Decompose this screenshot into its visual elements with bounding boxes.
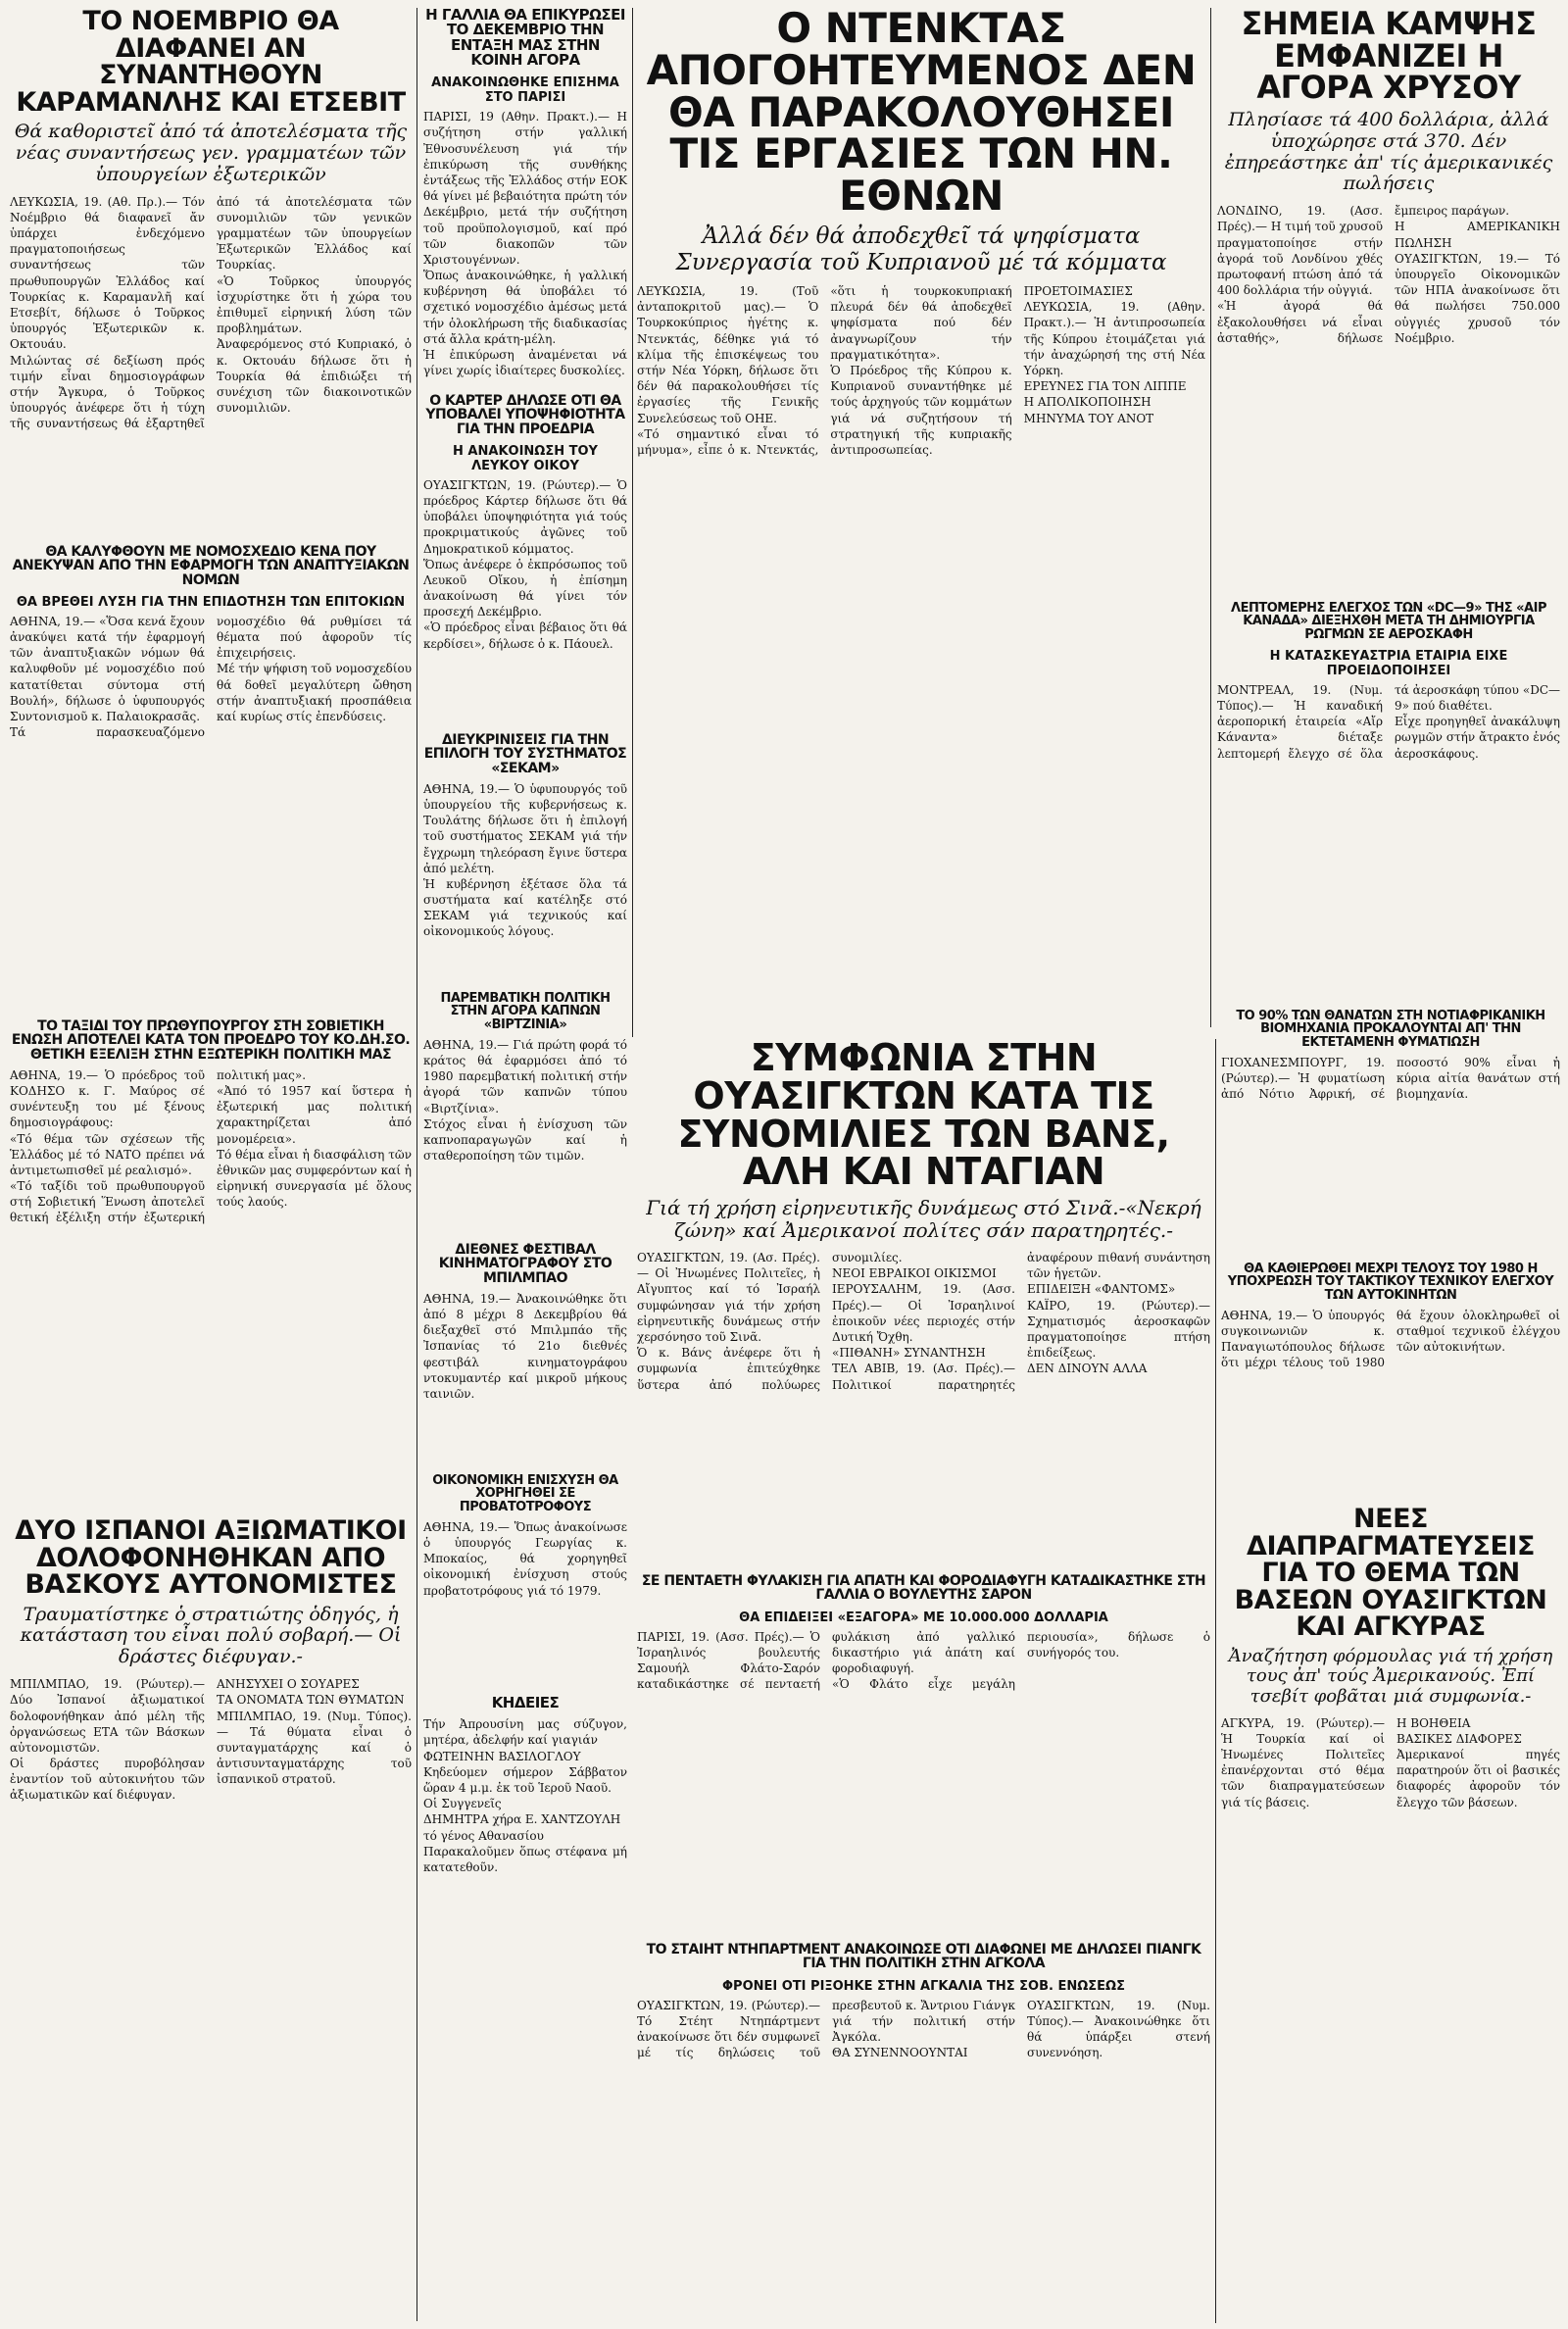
article-body: ΜΠΙΛΜΠΑΟ, 19. (Ρώυτερ).— Δύο Ἰσπανοί ἀξιωματικοί δολοφονήθηκαν ἀπό μέλη τῆς ὀργανώσεως ΕΤΑ τῶν Βάσκων αὐτονομιστῶν. Οἱ δράστες πυροβόλησαν ἐναντίον τοῦ αὐτοκινήτου τῶν ἀξιωματικῶν καί διέφυγαν. ΑΝΗΣΥΧΕΙ Ο ΣΟΥΑΡΕΣ ΤΑ ΟΝΟΜΑΤΑ ΤΩΝ ΘΥΜΑΤΩΝ ΜΠΙΛΜΠΑΟ, 19. (Νυμ. Τύπος).— Τά θύματα εἶναι ὁ συνταγματάρχης καί ὁ ἀντισυνταγματάρχης τοῦ ἰσπανικοῦ στρατοῦ. bbox=[10, 1677, 412, 1803]
article-headline: ΔΙΕΘΝΕΣ ΦΕΣΤΙΒΑΛ ΚΙΝΗΜΑΤΟΓΡΑΦΟΥ ΣΤΟ ΜΠΙΛΜΠΑΟ bbox=[438, 1242, 612, 1286]
article-subheadline: Η ΚΑΤΑΣΚΕΥΑΣΤΡΙΑ ΕΤΑΙΡΙΑ ΕΙΧΕ ΠΡΟΕΙΔΟΠΟΙΗΣΕΙ bbox=[1269, 648, 1508, 678]
article-headline: ΘΑ ΚΑΘΙΕΡΩΘΕΙ ΜΕΧΡΙ ΤΕΛΟΥΣ ΤΟΥ 1980 Η ΥΠΟΧΡΕΩΣΗ ΤΟΥ ΤΑΚΤΙΚΟΥ ΤΕΧΝΙΚΟΥ ΕΛΕΓΧΟΥ ΤΩΝ ΑΥΤΟΚΙΝΗΤΩΝ bbox=[1227, 1262, 1554, 1303]
article-subheadline: Πλησίασε τά 400 δολλάρια, ἀλλά ὑποχώρησε στά 370. Δέν ἐπηρεάστηκε ἀπ' τίς ἀμερικανικές πωλήσεις bbox=[1224, 108, 1553, 195]
article-headline: ΤΟ 90% ΤΩΝ ΘΑΝΑΤΩΝ ΣΤΗ ΝΟΤΙΑΦΡΙΚΑΝΙΚΗ ΒΙΟΜΗΧΑΝΙΑ ΠΡΟΚΑΛΟΥΝΤΑΙ ΑΠ' ΤΗΝ ΕΚΤΕΤΑΜΕΝΗ ΦΥΜΑΤΙΩΣΗ bbox=[1236, 1009, 1545, 1050]
article-subheadline: Γιά τή χρήση εἰρηνευτικῆς δυνάμεως στό Σινᾶ.-«Νεκρή ζώνη» καί Ἀμερικανοί πολίτες σάν παρατηρητές.- bbox=[646, 1196, 1201, 1242]
article-headline: ΟΙΚΟΝΟΜΙΚΗ ΕΝΙΣΧΥΣΗ ΘΑ ΧΟΡΗΓΗΘΕΙ ΣΕ ΠΡΟΒΑΤΟΤΡΟΦΟΥΣ bbox=[432, 1473, 618, 1514]
column-rule bbox=[1210, 8, 1211, 1027]
article-subheadline: ΑΝΑΚΟΙΝΩΘΗΚΕ ΕΠΙΣΗΜΑ ΣΤΟ ΠΑΡΙΣΙ bbox=[431, 75, 619, 106]
article-virginia bbox=[423, 992, 627, 1237]
article-saron bbox=[637, 1574, 1210, 1937]
article-obituaries bbox=[423, 1696, 627, 2321]
article-us-turkey-bases bbox=[1221, 1506, 1560, 2321]
article-washington-agreement bbox=[637, 1036, 1210, 1568]
article-headline: ΝΕΕΣ ΔΙΑΠΡΑΓΜΑΤΕΥΣΕΙΣ ΓΙΑ ΤΟ ΘΕΜΑ ΤΩΝ ΒΑΣΕΩΝ ΟΥΑΣΙΓΚΤΩΝ ΚΑΙ ΑΓΚΥΡΑΣ bbox=[1234, 1504, 1547, 1643]
article-body: ΟΥΑΣΙΓΚΤΩΝ, 19. (Ρώυτερ).— Ὁ πρόεδρος Κάρτερ δήλωσε ὅτι θά ὑποβάλει ὑποψηφιότητα γιά τούς προκριματικούς ἀγῶνες τοῦ Δημοκρατικοῦ κόμματος. Ὅπως ἀνέφερε ὁ ἐκπρόσωπος τοῦ Λευκοῦ Οἴκου, ἡ ἐπίσημη ἀνακοίνωση θά γίνει τόν προσεχή Δεκέμβριο. «Ὁ πρόεδρος εἶναι βέβαιος ὅτι θά κερδίσει», δήλωσε ὁ κ. Πάουελ. bbox=[423, 477, 627, 651]
article-body: ΑΘΗΝΑ, 19.— Ὁ ὑπουργός συγκοινωνιῶν κ. Παναγιωτόπουλος δήλωσε ὅτι μέχρι τέλους τοῦ 1980 θά ἔχουν ὁλοκληρωθεῖ οἱ σταθμοί τεχνικοῦ ἐλέγχου τῶν αὐτοκινήτων. bbox=[1221, 1308, 1564, 1370]
article-subheadline: Ἀλλά δέν θά ἀποδεχθεῖ τά ψηφίσματα Συνεργασία τοῦ Κυπριανοῦ μέ τά κόμματα bbox=[675, 223, 1167, 275]
article-headline: Ο ΝΤΕΝΚΤΑΣ ΑΠΟΓΟΗΤΕΥΜΕΝΟΣ ΔΕΝ ΘΑ ΠΑΡΑΚΟΛΟΥΘΗΣΕΙ ΤΙΣ ΕΡΓΑΣΙΕΣ ΤΩΝ ΗΝ. ΕΘΝΩΝ bbox=[646, 4, 1197, 221]
article-state-department bbox=[637, 1943, 1210, 2321]
article-soviet-trip bbox=[10, 1019, 412, 1510]
article-body: ΟΥΑΣΙΓΚΤΩΝ, 19. (Ασ. Πρές).— Οἱ Ἠνωμένες Πολιτεῖες, ἡ Αἴγυπτος καί τό Ἰσραήλ συμφώνησαν γιά τήν χρήση εἰρηνευτικῆς δυνάμεως στήν χερσόνησο τοῦ Σινᾶ. Ὁ κ. Βάνς ἀνέφερε ὅτι ἡ συμφωνία ἐπιτεύχθηκε ὕστερα ἀπό πολύωρες συνομιλίες. ΝΕΟΙ ΕΒΡΑΙΚΟΙ ΟΙΚΙΣΜΟΙ ΙΕΡΟΥΣΑΛΗΜ, 19. (Ασσ. Πρές).— Οἱ Ἰσραηλινοί ἐποικοῦν νέες περιοχές στήν Δυτική Ὄχθη. «ΠΙΘΑΝΗ» ΣΥΝΑΝΤΗΣΗ ΤΕΛ ΑΒΙΒ, 19. (Ασ. Πρές).— Πολιτικοί παρατηρητές ἀναφέρουν πιθανή συνάντηση τῶν ἡγετῶν. ΕΠΙΔΕΙΞΗ «ΦΑΝΤΟΜΣ» ΚΑΪΡΟ, 19. (Ρώυτερ).— Σχηματισμός ἀεροσκαφῶν πραγματοποίησε πτήση ἐπιδείξεως. ΔΕΝ ΔΙΝΟΥΝ ΑΛΛΑ bbox=[637, 1251, 1210, 1392]
article-subheadline: Τραυματίστηκε ὁ στρατιώτης ὁδηγός, ἡ κατάσταση του εἶναι πολύ σοβαρή.— Οἱ δράστες διέφυγαν.- bbox=[20, 1603, 402, 1668]
article-headline: Η ΓΑΛΛΙΑ ΘΑ ΕΠΙΚΥΡΩΣΕΙ ΤΟ ΔΕΚΕΜΒΡΙΟ ΤΗΝ ΕΝΤΑΞΗ ΜΑΣ ΣΤΗΝ ΚΟΙΝΗ ΑΓΟΡΑ bbox=[425, 6, 625, 69]
article-body: ΑΘΗΝΑ, 19.— Γιά πρώτη φορά τό κράτος θά ἐφαρμόσει ἀπό τό 1980 παρεμβατική πολιτική στήν ἀγορά τῶν καπνῶν τύπου «Βιρτζίνια». Στόχος εἶναι ἡ ἐνίσχυση τῶν καπνοπαραγωγῶν καί ἡ σταθεροποίηση τῶν τιμῶν. bbox=[423, 1037, 627, 1164]
article-secam bbox=[423, 733, 627, 988]
article-body: ΑΘΗΝΑ, 19.— Ὁ πρόεδρος τοῦ ΚΟΔΗΣΟ κ. Γ. Μαύρος σέ συνέντευξη του μέ ξένους δημοσιογράφους: «Τό θέμα τῶν σχέσεων τῆς Ἑλλάδος μέ τό ΝΑΤΟ πρέπει νά ἀντιμετωπισθεῖ μέ ρεαλισμό». «Τό ταξίδι τοῦ πρωθυπουργοῦ στή Σοβιετική Ἕνωση ἀποτελεῖ θετική ἐξέλιξη στήν ἐξωτερική πολιτική μας». «Ἀπό τό 1957 καί ὕστερα ἡ ἐξωτερική μας πολιτική χαρακτηρίζεται ἀπό μονομέρεια». Τό θέμα εἶναι ἡ διασφάλιση τῶν ἐθνικῶν μας συμφερόντων καί ἡ εἰρηνική συνεργασία μέ ὅλους τούς λαούς. bbox=[10, 1067, 412, 1225]
column-rule bbox=[1215, 1039, 1216, 2323]
article-headline: ΤΟ ΣΤΑΙΗΤ ΝΤΗΠΑΡΤΜΕΝΤ ΑΝΑΚΟΙΝΩΣΕ ΟΤΙ ΔΙΑΦΩΝΕΙ ΜΕ ΔΗΛΩΣΕΙ ΠΙΑΝΓΚ ΓΙΑ ΤΗΝ ΠΟΛΙΤΙΚΗ ΣΤΗΝ ΑΓΚΟΛΑ bbox=[646, 1942, 1201, 1972]
article-karter bbox=[423, 394, 627, 727]
article-body: ΛΟΝΔΙΝΟ, 19. (Ασσ. Πρές).— Η τιμή τοῦ χρυσοῦ πραγματοποίησε στήν ἀγορά τοῦ Λονδίνου χθές πρωτοφανή πτώση ἀπό τά 400 δολλάρια τήν οὐγγιά. «Ἡ ἀγορά θά ἐξακολουθήσει νά εἶναι ἀσταθής», δήλωσε ἔμπειρος παράγων. Η ΑΜΕΡΙΚΑΝΙΚΗ ΠΩΛΗΣΗ ΟΥΑΣΙΓΚΤΩΝ, 19.— Τό ὑπουργεῖο Οἰκονομικῶν τῶν ΗΠΑ ἀνακοίνωσε ὅτι θά πωλήσει 750.000 οὐγγιές χρυσοῦ τόν Νοέμβριο. bbox=[1217, 204, 1560, 345]
article-headline: ΔΙΕΥΚΡΙΝΙΣΕΙΣ ΓΙΑ ΤΗΝ ΕΠΙΛΟΓΗ ΤΟΥ ΣΥΣΤΗΜΑΤΟΣ «ΣΕΚΑΜ» bbox=[423, 732, 627, 776]
article-karamanlis-ecevit bbox=[10, 8, 412, 537]
article-headline: ΤΟ ΝΟΕΜΒΡΙΟ ΘΑ ΔΙΑΦΑΝΕΙ ΑΝ ΣΥΝΑΝΤΗΘΟΥΝ ΚΑΡΑΜΑΝΛΗΣ ΚΑΙ ΕΤΣΕΒΙΤ bbox=[16, 6, 406, 118]
article-body: ΑΘΗΝΑ, 19.— Ἀνακοινώθηκε ὅτι ἀπό 8 μέχρι 8 Δεκεμβρίου θά διεξαχθεῖ στό Μπιλμπάο τῆς Ἰσπανίας τό 21ο διεθνές φεστιβάλ κινηματογράφου ντοκυμαντέρ καί μικροῦ μήκους ταινιῶν. bbox=[423, 1291, 631, 1401]
article-headline: ΛΕΠΤΟΜΕΡΗΣ ΕΛΕΓΧΟΣ ΤΩΝ «DC—9» ΤΗΣ «ΑΙΡ ΚΑΝΑΔΑ» ΔΙΕΞΗΧΘΗ ΜΕΤΑ ΤΗ ΔΗΜΙΟΥΡΓΙΑ ΡΩΓΜΩΝ ΣΕ ΑΕΡΟΣΚΑΦΗ bbox=[1231, 601, 1546, 642]
article-gallia-eok bbox=[423, 8, 627, 390]
article-headline: ΘΑ ΚΑΛΥΦΘΟΥΝ ΜΕ ΝΟΜΟΣΧΕΔΙΟ ΚΕΝΑ ΠΟΥ ΑΝΕΚΥΨΑΝ ΑΠΟ ΤΗΝ ΕΦΑΡΜΟΓΗ ΤΩΝ ΑΝΑΠΤΥΞΙΑΚΩΝ ΝΟΜΩΝ bbox=[12, 544, 410, 588]
article-body: ΓΙΟΧΑΝΕΣΜΠΟΥΡΓ, 19. (Ρώυτερ).— Ἡ φυματίωση ἀπό Νότιο Ἀφρική, σέ ποσοστό 90% εἶναι ἡ κύρια αἰτία θανάτων στή βιομηχανία. bbox=[1221, 1055, 1564, 1102]
article-body: ΜΟΝΤΡΕΑΛ, 19. (Νυμ. Τύπος).— Ἡ καναδική ἀεροπορική ἑταιρεία «Αἴρ Κάναντα» διέταξε λεπτομερή ἔλεγχο σέ ὅλα τά ἀεροσκάφη τύπου «DC—9» πού διαθέτει. Εἶχε προηγηθεῖ ἀνακάλυψη ρωγμῶν στήν ἄτρακτο ἑνός ἀεροσκάφους. bbox=[1217, 682, 1560, 761]
column-rule bbox=[632, 8, 633, 1037]
article-development-laws bbox=[10, 545, 412, 1012]
article-gold-market bbox=[1217, 5, 1560, 596]
article-subheadline: ΘΑ ΕΠΙΔΕΙΞΕΙ «ΕΞΑΓΟΡΑ» ΜΕ 10.000.000 ΔΟΛΛΑΡΙΑ bbox=[739, 1610, 1108, 1625]
article-subheadline: ΦΡΟΝΕΙ ΟΤΙ ΡΙΞΟΗΚΕ ΣΤΗΝ ΑΓΚΑΛΙΑ ΤΗΣ ΣΟΒ. ΕΝΩΣΕΩΣ bbox=[722, 1978, 1125, 1994]
article-body: Τήν Ἀπρουσίνη μας σύζυγον, μητέρα, ἀδελφήν καί γιαγιάν ΦΩΤΕΙΝΗΝ ΒΑΣΙΛΟΓΛΟΥ Κηδεύομεν σήμερον Σάββατον ὥραν 4 μ.μ. ἐκ τοῦ Ἱεροῦ Ναοῦ. Οἱ Συγγενεῖς ΔΗΜΗΤΡΑ χήρα Ε. ΧΑΝΤΖΟΥΛΗ τό γένος Αθανασίου Παρακαλοῦμεν ὅπως στέφανα μή κατατεθοῦν. bbox=[423, 1717, 627, 1874]
article-body: ΛΕΥΚΩΣΙΑ, 19. (Αθ. Πρ.).— Τόν Νοέμβριο θά διαφανεῖ ἄν ὑπάρχει ἐνδεχόμενο πραγματοποιήσεως συναντήσεως τῶν πρωθυπουργῶν Ἑλλάδος καί Τουρκίας κ. Καραμανλῆ καί Ετσεβίτ, δήλωσε ὁ Τοῦρκος ὑπουργός Ἐξωτερικῶν κ. Οκτουάυ. Μιλώντας σέ δεξίωση πρός τιμήν εἶναι δημοσιογράφων στήν Ἄγκυρα, ὁ Τοῦρκος ὑπουργός ἀνέφερε ὅτι ἡ τύχη τῆς συναντήσεως θά ἐξαρτηθεῖ ἀπό τά ἀποτελέσματα τῶν συνομιλιῶν τῶν γενικῶν γραμματέων τῶν ὑπουργείων Ἐξωτερικῶν Ἑλλάδος καί Τουρκίας. «Ὁ Τοῦρκος ὑπουργός ἰσχυρίστηκε ὅτι ἡ χώρα του ἐπιθυμεῖ εἰρηνική λύση τῶν προβλημάτων. Ἀναφερόμενος στό Κυπριακό, ὁ κ. Οκτουάυ δήλωσε ὅτι ἡ Τουρκία θά ἐπιδιώξει τή συνέχιση τῶν διακοινοτικῶν συνομιλιῶν. bbox=[10, 194, 412, 431]
article-bilbao-festival bbox=[423, 1242, 631, 1468]
article-headline: ΣΗΜΕΙΑ ΚΑΜΨΗΣ ΕΜΦΑΝΙΖΕΙ Η ΑΓΟΡΑ ΧΡΥΣΟΥ bbox=[1241, 5, 1537, 107]
article-body: ΠΑΡΙΣΙ, 19. (Ασσ. Πρές).— Ὁ Ἰσραηλινός βουλευτής Σαμουήλ Φλάτο-Σαρόν καταδικάστηκε σέ πενταετή φυλάκιση ἀπό γαλλικό δικαστήριο γιά ἀπάτη καί φοροδιαφυγή. «Ὁ Φλάτο εἶχε μεγάλη περιουσία», δήλωσε ὁ συνήγορός του. bbox=[637, 1629, 1210, 1692]
article-headline: ΚΗΔΕΙΕΣ bbox=[491, 1694, 560, 1711]
column-rule bbox=[416, 8, 417, 2321]
article-body: ΟΥΑΣΙΓΚΤΩΝ, 19. (Ρώυτερ).— Τό Στέητ Ντηπάρτμεντ ἀνακοίνωσε ὅτι δέν συμφωνεῖ μέ τίς δηλώσεις τοῦ πρεσβευτοῦ κ. Ἄντριου Γιάνγκ γιά τήν πολιτική στήν Ἀγκόλα. ΘΑ ΣΥΝΕΝΝΟΟΥΝΤΑΙ ΟΥΑΣΙΓΚΤΩΝ, 19. (Νυμ. Τύπος).— Ἀνακοινώθηκε ὅτι θά ὑπάρξει στενή συνεννόηση. bbox=[637, 1998, 1210, 2060]
article-headline: ΤΟ ΤΑΞΙΔΙ ΤΟΥ ΠΡΩΘΥΠΟΥΡΓΟΥ ΣΤΗ ΣΟΒΙΕΤΙΚΗ ΕΝΩΣΗ ΑΠΟΤΕΛΕΙ ΚΑΤΑ ΤΟΝ ΠΡΟΕΔΡΟ ΤΟΥ ΚΟ.ΔΗ.ΣΟ. ΘΕΤΙΚΗ ΕΞΕΛΙΞΗ ΣΤΗΝ ΕΞΩΤΕΡΙΚΗ ΠΟΛΙΤΙΚΗ ΜΑΣ bbox=[11, 1018, 411, 1063]
article-body: ΑΘΗΝΑ, 19.— Ὁ ὑφυπουργός τοῦ ὑπουργείου τῆς κυβερνήσεως κ. Τουλάτης δήλωσε ὅτι ἡ ἐπιλογή τοῦ συστήματος ΣΕΚΑΜ γιά τήν ἔγχρωμη τηλεόραση ἔγινε ὕστερα ἀπό μελέτη. Ἡ κυβέρνηση ἐξέτασε ὅλα τά συστήματα καί κατέληξε στό ΣΕΚΑΜ γιά τεχνικούς καί οἰκονομικούς λόγους. bbox=[423, 781, 627, 939]
article-subheadline: ΘΑ ΒΡΕΘΕΙ ΛΥΣΗ ΓΙΑ ΤΗΝ ΕΠΙΔΟΤΗΣΗ ΤΩΝ ΕΠΙΤΟΚΙΩΝ bbox=[16, 594, 406, 610]
article-subheadline: Θά καθοριστεῖ ἀπό τά ἀποτελέσματα τῆς νέας συναντήσεως γεν. γραμματέων τῶν ὑπουργείων ἐξωτερικῶν bbox=[14, 121, 408, 185]
article-subheadline: Η ΑΝΑΚΟΙΝΩΣΗ ΤΟΥ ΛΕΥΚΟΥ ΟΙΚΟΥ bbox=[453, 443, 598, 473]
article-headline: ΣΕ ΠΕΝΤΑΕΤΗ ΦΥΛΑΚΙΣΗ ΓΙΑ ΑΠΑΤΗ ΚΑΙ ΦΟΡΟΔΙΑΦΥΓΗ ΚΑΤΑΔΙΚΑΣΤΗΚΕ ΣΤΗ ΓΑΛΛΙΑ Ο ΒΟΥΛΕΥΤΗΣ ΣΑΡΟΝ bbox=[641, 1573, 1206, 1604]
article-denktas bbox=[637, 4, 1205, 1027]
article-headline: ΔΥΟ ΙΣΠΑΝΟΙ ΑΞΙΩΜΑΤΙΚΟΙ ΔΟΛΟΦΟΝΗΘΗΚΑΝ ΑΠΟ ΒΑΣΚΟΥΣ ΑΥΤΟΝΟΜΙΣΤΕΣ bbox=[15, 1515, 407, 1601]
article-body: ΠΑΡΙΣΙ, 19 (Αθην. Πρακτ.).— Η συζήτηση στήν γαλλική Ἐθνοσυνέλευση γιά τήν ἐπικύρωση τῆς συνθήκης ἐντάξεως τῆς Ἑλλάδος στήν ΕΟΚ θά γίνει μέ βεβαιότητα πρώτη τόν Δεκέμβριο, μετά τήν συζήτηση τοῦ προϋπολογισμοῦ, καί πρό τῶν διακοπῶν τῶν Χριστουγέννων. Ὅπως ἀνακοινώθηκε, ἡ γαλλική κυβέρνηση θά ὑποβάλει τό σχετικό νομοσχέδιο ἀμέσως μετά τήν ὁλοκλήρωση τῆς διαδικασίας στά ἄλλα κράτη-μέλη. Ἡ ἐπικύρωση ἀναμένεται νά γίνει χωρίς ἰδιαίτερες δυσκολίες. bbox=[423, 110, 627, 378]
article-tuberculosis bbox=[1221, 1009, 1564, 1255]
article-body: ΑΓΚΥΡΑ, 19. (Ρώυτερ).— Ἡ Τουρκία καί οἱ Ἠνωμένες Πολιτεῖες ἐπανέρχονται στό θέμα τῶν διαπραγματεύσεων γιά τίς βάσεις. Η ΒΟΗΘΕΙΑ ΒΑΣΙΚΕΣ ΔΙΑΦΟΡΕΣ Ἀμερικανοί πηγές παρατηρούν ὅτι οἱ βασικές διαφορές ἀφοροῦν τόν ἔλεγχο τῶν βάσεων. bbox=[1221, 1715, 1560, 1809]
article-headline: Ο ΚΑΡΤΕΡ ΔΗΛΩΣΕ ΟΤΙ ΘΑ ΥΠΟΒΑΛΕΙ ΥΠΟΨΗΦΙΟΤΗΤΑ ΓΙΑ ΤΗΝ ΠΡΟΕΔΡΙΑ bbox=[425, 393, 625, 437]
article-provatotrofoi bbox=[423, 1473, 631, 1690]
article-car-inspection bbox=[1221, 1262, 1564, 1498]
article-dc9-air-canada bbox=[1217, 602, 1560, 1004]
article-spanish-officers bbox=[10, 1517, 412, 2321]
article-subheadline: Ἀναζήτηση φόρμουλας γιά τή χρήση τους ἀπ' τούς Ἀμερικανούς. Ἐπί τσεβίτ φοβᾶται μιά συμφωνία.- bbox=[1228, 1645, 1553, 1708]
article-body: ΑΘΗΝΑ, 19.— Ὅπως ἀνακοίνωσε ὁ ὑπουργός Γεωργίας κ. Μποκαίος, θά χορηγηθεῖ οἰκονομική ἐνίσχυση στούς προβατοτρόφους γιά τό 1979. bbox=[423, 1519, 631, 1598]
article-body: ΑΘΗΝΑ, 19.— «Ὅσα κενά ἔχουν ἀνακύψει κατά τήν ἐφαρμογή τῶν ἀναπτυξιακῶν νόμων θά καλυφθοῦν μέ νομοσχέδιο πού κατατίθεται σύντομα στή Βουλή», δήλωσε ὁ ὑφυπουργός Συντονισμοῦ κ. Παλαιοκρασᾶς. Τά παρασκευαζόμενο νομοσχέδιο θά ρυθμίσει τά θέματα πού ἀφοροῦν τίς ἐπιχειρήσεις. Μέ τήν ψήφιση τοῦ νομοσχεδίου θά δοθεῖ μεγαλύτερη ὤθηση στήν ἀναπτυξιακή προσπάθεια καί κυρίως στίς ἐπενδύσεις. bbox=[10, 614, 412, 740]
article-headline: ΣΥΜΦΩΝΙΑ ΣΤΗΝ ΟΥΑΣΙΓΚΤΩΝ ΚΑΤΑ ΤΙΣ ΣΥΝΟΜΙΛΙΕΣ ΤΩΝ ΒΑΝΣ, ΑΛΗ ΚΑΙ ΝΤΑΓΙΑΝ bbox=[677, 1036, 1170, 1194]
article-headline: ΠΑΡΕΜΒΑΤΙΚΗ ΠΟΛΙΤΙΚΗ ΣΤΗΝ ΑΓΟΡΑ ΚΑΠΝΩΝ «ΒΙΡΤΖΙΝΙΑ» bbox=[440, 991, 611, 1032]
article-body: ΛΕΥΚΩΣΙΑ, 19. (Τοῦ ἀνταποκριτοῦ μας).— Ὁ Τουρκοκύπριος ἡγέτης κ. Ντενκτάς, δέθηκε γιά τό κλίμα τῆς ἐπισκέψεως του στήν Νέα Υόρκη, δήλωσε ὅτι δέν θά παρακολουθήσει τίς ἐργασίες τῆς Γενικῆς Συνελεύσεως τοῦ ΟΗΕ. «Τό σημαντικό εἶναι τό μήνυμα», εἶπε ὁ κ. Ντενκτάς, «ὅτι ἡ τουρκοκυπριακή πλευρά δέν θά ἀποδεχθεῖ ψηφίσματα πού δέν ἀναγνωρίζουν τήν πραγματικότητα». Ὁ Πρόεδρος τῆς Κύπρου κ. Κυπριανοῦ συναντήθηκε μέ τούς ἀρχηγούς τῶν κομμάτων γιά νά συζητήσουν τή στρατηγική τῆς κυπριακῆς ἀντιπροσωπείας. ΠΡΟΕΤΟΙΜΑΣΙΕΣ ΛΕΥΚΩΣΙΑ, 19. (Αθην. Πρακτ.).— Ἡ ἀντιπροσωπεία τῆς Κύπρου ἑτοιμάζεται γιά τήν ἀναχώρησή της στή Νέα Υόρκη. ΕΡΕΥΝΕΣ ΓΙΑ ΤΟΝ ΛΙΠΠΕ Η ΑΠΟΛΙΚΟΠΟΙΗΣΗ ΜΗΝΥΜΑ ΤΟΥ ΑΝΟΤ bbox=[637, 284, 1205, 457]
